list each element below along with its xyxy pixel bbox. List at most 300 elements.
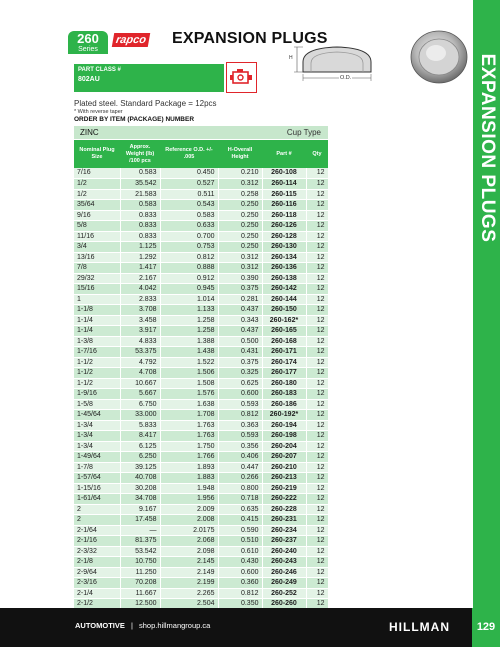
cell-reference-od: 2.008 [160,515,218,526]
cell-qty: 12 [306,252,328,263]
cell-overall-height: 0.406 [218,452,262,463]
header-part-number: Part # [262,140,306,168]
table-row [74,252,328,263]
cell-weight: 35.542 [120,179,160,190]
cell-part-number: 260-177 [262,368,306,379]
cell-part-number: 260-108 [262,168,306,179]
cell-overall-height: 0.281 [218,294,262,305]
cell-qty: 12 [306,315,328,326]
cell-qty: 12 [306,515,328,526]
cell-overall-height: 0.800 [218,483,262,494]
cell-weight: 53.542 [120,546,160,557]
cell-qty: 12 [306,578,328,589]
cell-reference-od: 1.506 [160,368,218,379]
table-row [74,284,328,295]
cell-reference-od: 1.766 [160,452,218,463]
cell-qty: 12 [306,525,328,536]
cell-part-number: 260-128 [262,231,306,242]
cell-weight: 0.833 [120,231,160,242]
cell-qty: 12 [306,347,328,358]
cell-nominal-size: 1-1/2 [74,368,120,379]
header-nominal-size: Nominal Plug Size [74,140,120,168]
table-row [74,378,328,389]
cell-part-number: 260-194 [262,420,306,431]
cell-overall-height: 0.390 [218,273,262,284]
cell-part-number: 260-198 [262,431,306,442]
cell-qty: 12 [306,557,328,568]
table-row [74,546,328,557]
cell-overall-height: 0.510 [218,536,262,547]
cell-qty: 12 [306,536,328,547]
header-reference-od: Reference O.D. +/- .005 [160,140,218,168]
table-row [74,368,328,379]
part-class-bar [74,64,224,86]
cell-nominal-size: 1-1/4 [74,315,120,326]
cell-part-number: 260-252 [262,588,306,599]
cell-weight: 11.667 [120,588,160,599]
cell-qty: 12 [306,231,328,242]
cell-weight: 4.708 [120,368,160,379]
cell-reference-od: 0.527 [160,179,218,190]
cell-reference-od: 0.888 [160,263,218,274]
cell-overall-height: 0.812 [218,410,262,421]
table-row [74,389,328,400]
table-row [74,273,328,284]
cell-nominal-size: 1-3/8 [74,336,120,347]
cell-weight: 17.458 [120,515,160,526]
cell-nominal-size: 1/2 [74,179,120,190]
cell-reference-od: 1.522 [160,357,218,368]
hillman-logo: HILLMAN [389,620,450,634]
cell-part-number: 260-228 [262,504,306,515]
cell-nominal-size: 35/64 [74,200,120,211]
page-title: EXPANSION PLUGS [172,30,328,47]
cell-overall-height: 0.600 [218,389,262,400]
cell-nominal-size: 15/16 [74,284,120,295]
cell-weight: 1.417 [120,263,160,274]
cell-weight: 0.583 [120,168,160,179]
cell-overall-height: 0.258 [218,189,262,200]
cell-overall-height: 0.375 [218,357,262,368]
cell-qty: 12 [306,588,328,599]
cell-reference-od: 2.009 [160,504,218,515]
cell-reference-od: 1.014 [160,294,218,305]
cell-overall-height: 0.360 [218,578,262,589]
cell-nominal-size: 2 [74,515,120,526]
cell-overall-height: 0.250 [218,221,262,232]
cell-qty: 12 [306,599,328,610]
cell-qty: 12 [306,242,328,253]
cell-qty: 12 [306,221,328,232]
cell-reference-od: 1.508 [160,378,218,389]
footer-url[interactable]: shop.hillmangroup.ca [139,621,211,630]
table-row [74,263,328,274]
cell-weight: 6.125 [120,441,160,452]
cell-part-number: 260-213 [262,473,306,484]
cell-overall-height: 0.610 [218,546,262,557]
cell-reference-od: 2.265 [160,588,218,599]
cell-nominal-size: 2-1/16 [74,536,120,547]
cell-qty: 12 [306,294,328,305]
cell-qty: 12 [306,399,328,410]
od-label: O.D. [340,75,352,81]
cell-part-number: 260-114 [262,179,306,190]
cell-weight: 4.833 [120,336,160,347]
cell-weight: 4.792 [120,357,160,368]
series-number: 260 [77,31,99,46]
cell-overall-height: 0.431 [218,347,262,358]
cell-part-number: 260-116 [262,200,306,211]
side-banner-text-wrap [474,38,499,258]
cell-part-number: 260-237 [262,536,306,547]
cell-reference-od: 1.763 [160,420,218,431]
cell-part-number: 260-192* [262,410,306,421]
type-label: Cup Type [286,128,321,137]
table-row [74,525,328,536]
cell-reference-od: 0.945 [160,284,218,295]
cell-reference-od: 1.948 [160,483,218,494]
cell-nominal-size: 13/16 [74,252,120,263]
cell-part-number: 260-219 [262,483,306,494]
cell-overall-height: 0.210 [218,168,262,179]
cell-weight: 21.583 [120,189,160,200]
cell-reference-od: 0.633 [160,221,218,232]
cell-reference-od: 1.638 [160,399,218,410]
cell-weight: 53.375 [120,347,160,358]
cell-overall-height: 0.250 [218,210,262,221]
table-row [74,504,328,515]
cell-weight: 8.417 [120,431,160,442]
cell-qty: 12 [306,189,328,200]
cell-overall-height: 0.250 [218,231,262,242]
cell-nominal-size: 7/8 [74,263,120,274]
table-row [74,536,328,547]
side-banner-text: EXPANSION PLUGS [476,53,498,243]
cell-weight: 0.833 [120,210,160,221]
cell-reference-od: 0.583 [160,210,218,221]
cell-weight: 9.167 [120,504,160,515]
cell-qty: 12 [306,410,328,421]
table-row [74,179,328,190]
cell-overall-height: 0.363 [218,420,262,431]
cell-reference-od: 1.576 [160,389,218,400]
table-row [74,578,328,589]
cell-nominal-size: 7/16 [74,168,120,179]
cell-nominal-size: 1-5/8 [74,399,120,410]
cell-part-number: 260-260 [262,599,306,610]
cell-nominal-size: 1 [74,294,120,305]
cell-weight: 3.458 [120,315,160,326]
cell-part-number: 260-130 [262,242,306,253]
table-row [74,315,328,326]
cell-overall-height: 0.415 [218,515,262,526]
cell-nominal-size: 1-9/16 [74,389,120,400]
cell-overall-height: 0.812 [218,588,262,599]
cell-weight: 1.125 [120,242,160,253]
cell-nominal-size: 1-7/16 [74,347,120,358]
table-row [74,473,328,484]
table-row [74,357,328,368]
cell-reference-od: 2.199 [160,578,218,589]
cell-nominal-size: 1-1/2 [74,357,120,368]
table-row [74,326,328,337]
cell-part-number: 260-231 [262,515,306,526]
cell-weight: 0.583 [120,200,160,211]
brand-logo: rapco [112,33,150,47]
cell-qty: 12 [306,420,328,431]
table-row [74,336,328,347]
cell-weight: — [120,525,160,536]
cell-reference-od: 1.258 [160,315,218,326]
cell-qty: 12 [306,504,328,515]
cell-overall-height: 0.593 [218,399,262,410]
cell-part-number: 260-144 [262,294,306,305]
cell-qty: 12 [306,494,328,505]
cell-weight: 10.750 [120,557,160,568]
table-row [74,483,328,494]
cell-nominal-size: 1-1/8 [74,305,120,316]
table-header-row [74,140,328,168]
cell-nominal-size: 3/4 [74,242,120,253]
cell-overall-height: 0.325 [218,368,262,379]
cell-overall-height: 0.375 [218,284,262,295]
cell-nominal-size: 1-1/2 [74,378,120,389]
cell-nominal-size: 1-3/4 [74,441,120,452]
cell-overall-height: 0.437 [218,326,262,337]
cell-part-number: 260-207 [262,452,306,463]
cell-overall-height: 0.593 [218,431,262,442]
cell-weight: 0.833 [120,221,160,232]
cell-reference-od: 1.708 [160,410,218,421]
table-row [74,189,328,200]
order-instructions: ORDER BY ITEM (PACKAGE) NUMBER [74,116,195,123]
series-badge [68,31,108,54]
table-row [74,420,328,431]
page-number: 129 [472,608,500,647]
cell-part-number: 260-180 [262,378,306,389]
cell-reference-od: 1.956 [160,494,218,505]
cell-overall-height: 0.250 [218,242,262,253]
cell-weight: 3.917 [120,326,160,337]
cell-nominal-size: 2-1/2 [74,599,120,610]
cell-weight: 30.208 [120,483,160,494]
cell-reference-od: 0.511 [160,189,218,200]
cell-nominal-size: 1-1/4 [74,326,120,337]
cell-qty: 12 [306,473,328,484]
cell-reference-od: 1.438 [160,347,218,358]
cell-weight: 81.375 [120,536,160,547]
cell-qty: 12 [306,168,328,179]
cell-qty: 12 [306,483,328,494]
footer-separator: | [130,621,133,630]
cell-nominal-size: 11/16 [74,231,120,242]
cell-reference-od: 2.145 [160,557,218,568]
cell-overall-height: 0.590 [218,525,262,536]
cell-part-number: 260-240 [262,546,306,557]
cell-reference-od: 0.753 [160,242,218,253]
cell-overall-height: 0.350 [218,599,262,610]
table-row [74,294,328,305]
cell-weight: 39.125 [120,462,160,473]
cell-reference-od: 1.750 [160,441,218,452]
cell-overall-height: 0.430 [218,557,262,568]
cell-nominal-size: 1-7/8 [74,462,120,473]
cell-reference-od: 2.068 [160,536,218,547]
cell-overall-height: 0.266 [218,473,262,484]
cell-weight: 3.708 [120,305,160,316]
table-row [74,242,328,253]
table-row [74,494,328,505]
cell-part-number: 260-138 [262,273,306,284]
cell-nominal-size: 1-3/4 [74,431,120,442]
cell-weight: 1.292 [120,252,160,263]
parts-grid [74,140,329,610]
cell-part-number: 260-174 [262,357,306,368]
cell-overall-height: 0.437 [218,305,262,316]
page-footer [0,608,500,647]
cell-reference-od: 2.504 [160,599,218,610]
cell-qty: 12 [306,200,328,211]
cell-part-number: 260-234 [262,525,306,536]
table-row [74,410,328,421]
cell-part-number: 260-168 [262,336,306,347]
cell-overall-height: 0.312 [218,179,262,190]
cell-qty: 12 [306,389,328,400]
cell-reference-od: 0.450 [160,168,218,179]
material-label: ZINC [80,128,99,137]
cell-qty: 12 [306,462,328,473]
cell-reference-od: 1.133 [160,305,218,316]
cell-part-number: 260-134 [262,252,306,263]
cell-nominal-size: 2-3/16 [74,578,120,589]
footer-info [75,621,210,630]
table-row [74,588,328,599]
table-row [74,399,328,410]
cell-nominal-size: 2-9/64 [74,567,120,578]
cell-qty: 12 [306,357,328,368]
cell-nominal-size: 1-3/4 [74,420,120,431]
cell-weight: 70.208 [120,578,160,589]
cell-nominal-size: 2-1/8 [74,557,120,568]
cell-part-number: 260-162* [262,315,306,326]
cell-weight: 34.708 [120,494,160,505]
cell-qty: 12 [306,378,328,389]
dimension-diagram [287,36,397,84]
cell-qty: 12 [306,284,328,295]
cell-weight: 33.000 [120,410,160,421]
cell-part-number: 260-183 [262,389,306,400]
cell-reference-od: 2.149 [160,567,218,578]
cell-overall-height: 0.718 [218,494,262,505]
cell-part-number: 260-186 [262,399,306,410]
cell-nominal-size: 1-45/64 [74,410,120,421]
cell-overall-height: 0.600 [218,567,262,578]
cell-qty: 12 [306,273,328,284]
cell-part-number: 260-115 [262,189,306,200]
reverse-taper-note: * With reverse taper [74,109,123,115]
part-class-label: PART CLASS # [78,67,121,73]
cell-part-number: 260-118 [262,210,306,221]
cell-reference-od: 0.700 [160,231,218,242]
cell-qty: 12 [306,326,328,337]
parts-table [74,126,328,610]
table-row [74,441,328,452]
cell-reference-od: 2.0175 [160,525,218,536]
cell-reference-od: 2.098 [160,546,218,557]
footer-category: AUTOMOTIVE [75,621,125,630]
height-label: H [289,55,293,61]
table-row [74,231,328,242]
cell-weight: 40.708 [120,473,160,484]
cell-nominal-size: 2-3/32 [74,546,120,557]
cell-nominal-size: 29/32 [74,273,120,284]
cell-overall-height: 0.312 [218,263,262,274]
table-row [74,452,328,463]
table-row [74,515,328,526]
cell-reference-od: 1.883 [160,473,218,484]
cell-qty: 12 [306,210,328,221]
cell-nominal-size: 5/8 [74,221,120,232]
table-row [74,305,328,316]
cell-reference-od: 0.912 [160,273,218,284]
cell-nominal-size: 1-15/16 [74,483,120,494]
cell-qty: 12 [306,452,328,463]
cell-weight: 5.667 [120,389,160,400]
cell-overall-height: 0.356 [218,441,262,452]
table-row [74,210,328,221]
cell-qty: 12 [306,567,328,578]
table-row [74,462,328,473]
cell-part-number: 260-136 [262,263,306,274]
cell-part-number: 260-246 [262,567,306,578]
cell-overall-height: 0.447 [218,462,262,473]
cell-weight: 5.833 [120,420,160,431]
cell-overall-height: 0.250 [218,200,262,211]
cell-reference-od: 1.893 [160,462,218,473]
cell-qty: 12 [306,336,328,347]
cell-nominal-size: 2 [74,504,120,515]
cell-part-number: 260-150 [262,305,306,316]
cell-weight: 10.667 [120,378,160,389]
cell-part-number: 260-204 [262,441,306,452]
product-description: Plated steel. Standard Package = 12pcs [74,99,217,108]
cell-overall-height: 0.500 [218,336,262,347]
cell-qty: 12 [306,546,328,557]
cell-part-number: 260-249 [262,578,306,589]
cell-part-number: 260-222 [262,494,306,505]
cell-part-number: 260-126 [262,221,306,232]
cell-reference-od: 1.258 [160,326,218,337]
cell-weight: 11.250 [120,567,160,578]
cell-qty: 12 [306,305,328,316]
cell-part-number: 260-171 [262,347,306,358]
cell-qty: 12 [306,179,328,190]
table-row [74,557,328,568]
cell-qty: 12 [306,263,328,274]
cell-part-number: 260-210 [262,462,306,473]
table-row [74,221,328,232]
cell-overall-height: 0.635 [218,504,262,515]
part-class-value: 802AU [78,76,100,83]
part-class-bar-extension [74,86,224,92]
header-qty: Qty [306,140,328,168]
cell-qty: 12 [306,368,328,379]
cell-overall-height: 0.343 [218,315,262,326]
cell-reference-od: 0.812 [160,252,218,263]
cell-qty: 12 [306,431,328,442]
cell-weight: 2.167 [120,273,160,284]
cell-reference-od: 0.543 [160,200,218,211]
